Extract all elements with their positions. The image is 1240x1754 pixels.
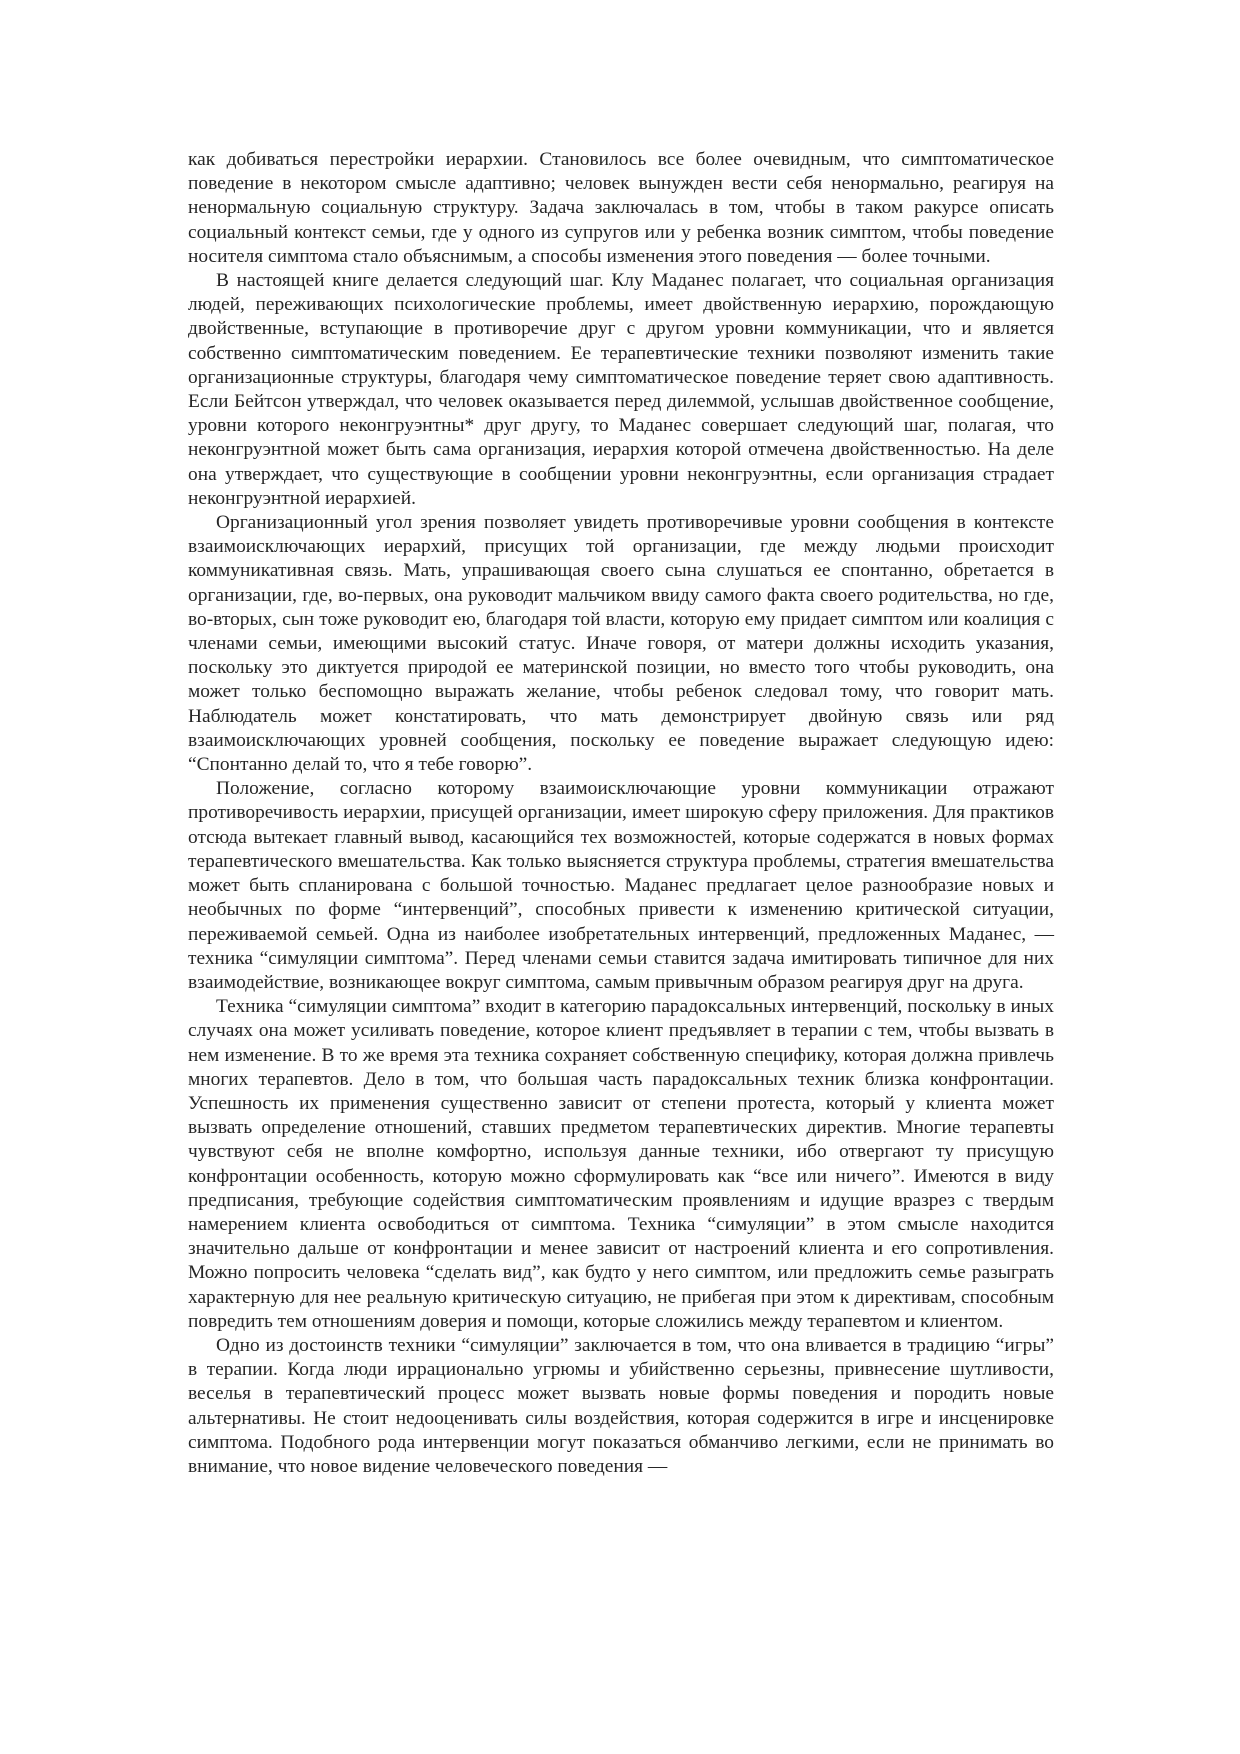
body-text [188, 148, 1054, 1479]
paragraph-3: Организационный угол зрения позволяет увидеть противоречивые уровни сообщения в контексте взаимоисключающих иерархий, присущих той организации, где между людьми происходит коммуникативная связь. Мать, упрашивающая своего сына слушаться ее спонтанно, обретается в организации, где, во-первых, она руководит мальчиком ввиду самого факта своего родительства, но где, во-вторых, сын тоже руководит ею, благодаря той власти, которую ему придает симптом или коалиция с членами семьи, имеющими высокий статус. Иначе говоря, от матери должны исходить указания, поскольку это диктуется природой ее материнской позиции, но вместо того чтобы руководить, она может только беспомощно выражать желание, чтобы ребенок следовал тому, что говорит мать. Наблюдатель может констатировать, что мать демонстрирует двойную связь или ряд взаимоисключающих уровней сообщения, поскольку ее поведение выражает следующую идею: “Спонтанно делай то, что я тебе говорю”. [188, 512, 1054, 776]
paragraph-1: как добиваться перестройки иерархии. Становилось все более очевидным, что симптоматическое поведение в некотором смысле адаптивно; человек вынужден вести себя ненормально, реагируя на ненормальную социальную структуру. Задача заключалась в том, чтобы в таком ракурсе описать социальный контекст семьи, где у одного из супругов или у ребенка возник симптом, чтобы поведение носителя симптома стало объяснимым, а способы изменения этого поведения — более точными. [188, 149, 1054, 267]
paragraph-5: Техника “симуляции симптома” входит в категорию парадоксальных интервенций, поскольку в иных случаях она может усиливать поведение, которое клиент предъявляет в терапии с тем, чтобы вызвать в нем изменение. В то же время эта техника сохраняет собственную специфику, которая должна привлечь многих терапевтов. Дело в том, что большая часть парадоксальных техник близка конфронтации. Успешность их применения существенно зависит от степени протеста, который у клиента может вызвать определение отношений, ставших предметом терапевтических директив. Многие терапевты чувствуют себя не вполне комфортно, используя данные техники, ибо отвергают ту присущую конфронтации особенность, которую можно сформулировать как “все или ничего”. Имеются в виду предписания, требующие содействия симптоматическим проявлениям и идущие вразрез с твердым намерением клиента освободиться от симптома. Техника “симуляции” в этом смысле находится значительно дальше от конфронтации и менее зависит от настроений клиента и его сопротивления. Можно попросить человека “сделать вид”, как будто у него симптом, или предложить семье разыграть характерную для нее реальную критическую ситуацию, не прибегая при этом к директивам, способным повредить тем отношениям доверия и помощи, которые сложились между терапевтом и клиентом. [188, 996, 1054, 1332]
paragraph-4: Положение, согласно которому взаимоисключающие уровни коммуникации отражают противоречивость иерархии, присущей организации, имеет широкую сферу приложения. Для практиков отсюда вытекает главный вывод, касающийся тех возможностей, которые содержатся в новых формах терапевтического вмешательства. Как только выясняется структура проблемы, стратегия вмешательства может быть спланирована с большой точностью. Маданес предлагает целое разнообразие новых и необычных по форме “интервенций”, способных привести к изменению критической ситуации, переживаемой семьей. Одна из наиболее изобретательных интервенций, предложенных Маданес, — техника “симуляции симптома”. Перед членами семьи ставится задача имитировать типичное для них взаимодействие, возникающее вокруг симптома, самым привычным образом реагируя друг на друга. [188, 778, 1054, 993]
paragraph-6: Одно из достоинств техники “симуляции” заключается в том, что она вливается в традицию “игры” в терапии. Когда люди иррационально угрюмы и убийственно серьезны, привнесение шутливости, веселья в терапевтический процесс может вызвать новые формы поведения и породить новые альтернативы. Не стоит недооценивать силы воздействия, которая содержится в игре и инсценировке симптома. Подобного рода интервенции могут показаться обманчиво легкими, если не принимать во внимание, что новое видение человеческого поведения — [188, 1334, 1054, 1477]
paragraph-2: В настоящей книге делается следующий шаг. Клу Маданес полагает, что социальная организация людей, переживающих психологические проблемы, имеет двойственную иерархию, порождающую двойственные, вступающие в противоречие друг с другом уровни коммуникации, что и является собственно симптоматическим поведением. Ее терапевтические техники позволяют изменить такие организационные структуры, благодаря чему симптоматическое поведение теряет свою адаптивность. Если Бейтсон утверждал, что человек оказывается перед дилеммой, услышав двойственное сообщение, уровни которого неконгруэнтны* друг другу, то Маданес совершает следующий шаг, полагая, что неконгруэнтной может быть сама организация, иерархия которой отмечена двойственностью. На деле она утверждает, что существующие в сообщении уровни неконгруэнтны, если организация страдает неконгруэнтной иерархией. [188, 270, 1054, 509]
